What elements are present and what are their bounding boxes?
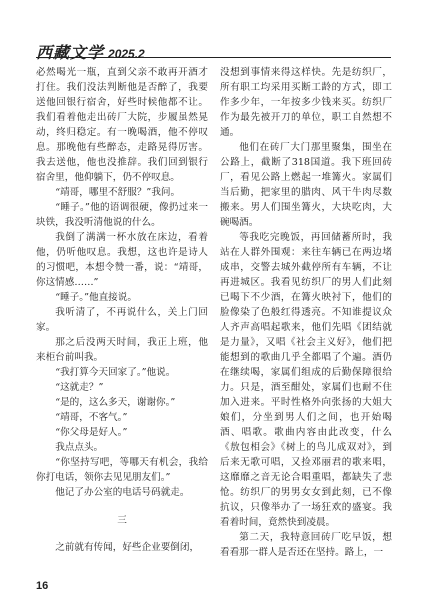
paragraph: “靖哥，不客气。”: [55, 412, 128, 423]
paragraph: 等我吃完晚饭，再回储蓄所时，我站在人群外围观：来往车辆已在两边堵成串，交警去城外截停所有车辆，不让再进城区。我看见纺织厂的男人们此刻已喝下不少酒，在篝火映衬下，他们的脸像染了色般红得透亮。不知谁提议众人齐声高唱起歌来，他们先唱《团结就是力量》，又唱《社会主义好》，他们把能想到的歌曲几乎全都唱了个遍。酒仍在继续喝，家属们组成的后勤保障很给力。只是，酒至酣处，家属们也耐不住加入进来。平时性格外向张扬的大姐大娘们，分坐到男人们之间，也开始喝酒、唱歌。歌曲内容由此改变，什么《敖包相会》《树上的鸟儿成双对》，到后来无歌可唱，又捡邓丽君的歌来唱，这靡靡之音无论合唱重唱，都缺失了悲怆。纺织厂的男男女女到此刻，已不像抗议，只像举办了一场狂欢的盛宴。我看着时间，竟然快到凌晨。: [220, 232, 392, 528]
paragraph: “你坚持写吧，等哪天有机会，我给你打电话，领你去见见朋友们。”: [36, 457, 208, 483]
page-number: 16: [36, 580, 49, 592]
paragraph: 必然喝光一瓶，直到父亲不敢再开酒才打住。我们没法判断他是否醉了，我要送他回银行宿舍，好些时候他都不让。我们看着他走出砖厂大院，步履虽然晃动，终归稳定。有一晚喝酒，他不停叹息。那晚他有些醉态，走路晃得厉害。我去送他，他也没推辞。我们回到银行宿舍里，他仰躺下，仍不停叹息。: [36, 67, 208, 183]
paragraph: 我听清了，不再说什么，关上门回家。: [36, 307, 208, 333]
paragraph: 那之后没两天时间，我正上班，他来柜台前叫我。: [36, 337, 208, 363]
paragraph: “睡子。”他的语调很硬，像扔过来一块铁，我没听清他说的什么。: [36, 202, 208, 228]
issue-number: 2025.2: [108, 47, 145, 61]
paragraph: 他记了办公室的电话号码就走。: [55, 487, 190, 498]
paragraph: “我打算今天回家了。”他说。: [55, 367, 176, 378]
paragraph: 我倒了满满一杯水放在床边，看着他，仍听他叹息。我想，这也许是诗人的习惯吧，本想令赞一番，说：“靖哥，你这情感……”: [36, 232, 208, 288]
paragraph: 我点点头。: [55, 442, 104, 453]
magazine-header: [36, 40, 145, 63]
section-heading: 三: [117, 515, 127, 526]
paragraph: “靖哥，哪里不舒服？”我问。: [55, 187, 181, 198]
paragraph: 他们在砖厂大门那里聚集，围坐在公路上，截断了318国道。我下班回砖厂，看见公路上燃起一堆篝火。家属们当后勤，把家里的腊肉、风干牛肉尽数搬来。男人们围坐篝火，大块吃肉，大碗喝酒。: [220, 142, 392, 228]
right-column: [220, 65, 392, 560]
magazine-name: 西藏文学: [36, 43, 105, 62]
paragraph: “这就走？”: [55, 382, 104, 393]
paragraph: “你父母是好人。”: [55, 427, 128, 438]
left-column: [36, 65, 208, 555]
header-rule: [36, 57, 391, 58]
paragraph: 没想到事情来得这样快。先是纺织厂，所有职工均采用买断工龄的方式，即工作多少年，一年按多少钱来买。纺织厂作为最先被开刀的单位，职工自然想不通。: [220, 67, 392, 138]
paragraph: “是的，这么多天，谢谢你。”: [55, 397, 176, 408]
paragraph: “睡子。”他直接说。: [55, 292, 137, 303]
paragraph: 第二天，我特意回砖厂吃早饭，想看看那一群人是否还在坚持。路上，一: [220, 532, 392, 558]
paragraph: 之前就有传闻，好些企业要倒闭，: [55, 542, 200, 553]
